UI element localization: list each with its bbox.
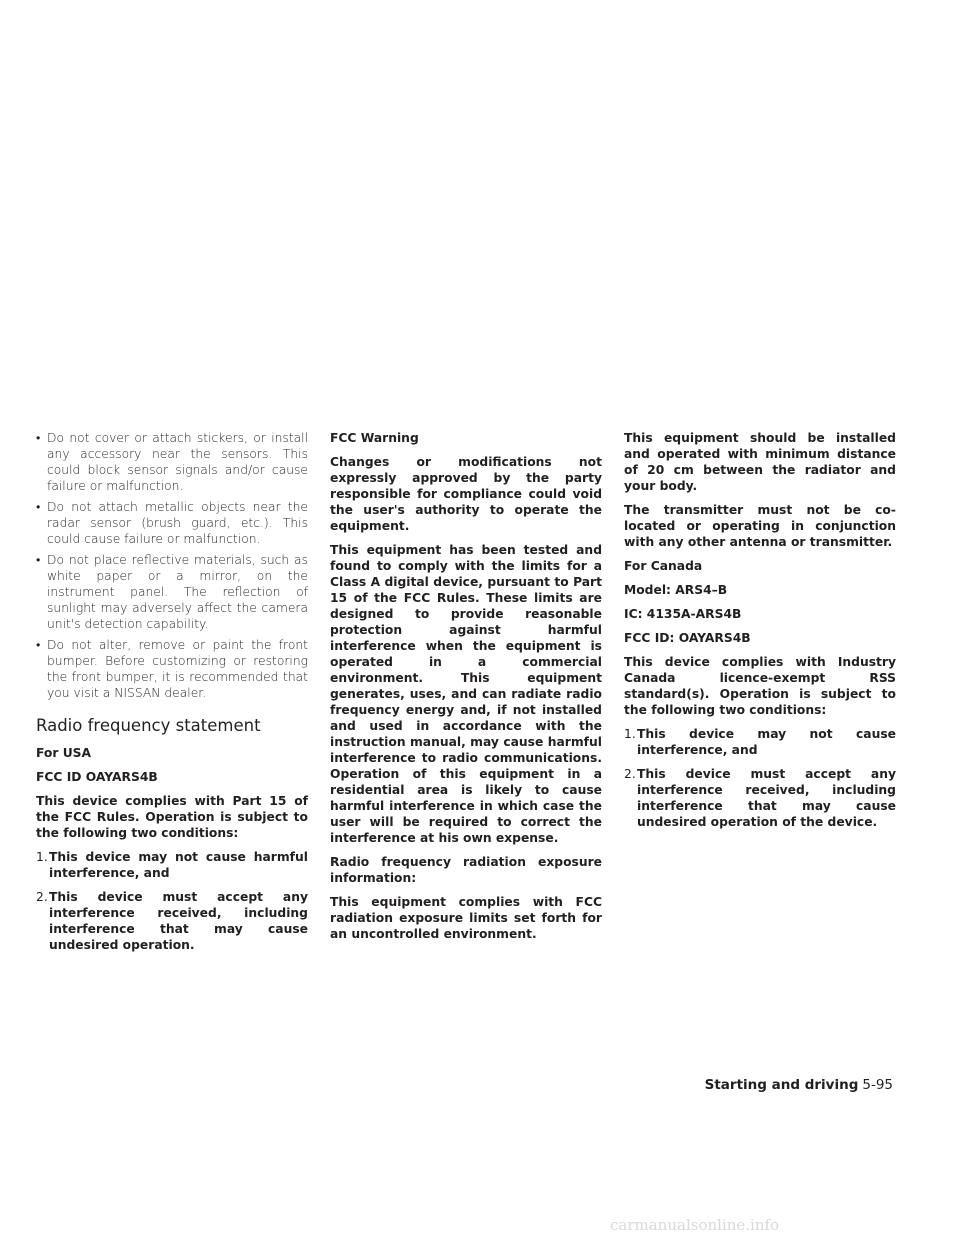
industry-canada-paragraph: This device complies with Industry Canada licence-exempt RSS standard(s). Operation is subject to the following two conditions: bbox=[624, 655, 896, 717]
changes-paragraph: Changes or modifications not expressly approved by the party responsible for compliance could void the user's authority to operate the equipment. bbox=[330, 455, 602, 533]
list-item: • Do not cover or attach stickers, or install any accessory near the sensors. This could block sensor signals and/or cause failure or malfunction. bbox=[36, 431, 308, 493]
bullet-icon: • bbox=[36, 638, 41, 652]
exposure-limits-paragraph: This equipment complies with FCC radiation exposure limits set forth for an uncontrolled environment. bbox=[330, 895, 602, 941]
bullet-icon: • bbox=[36, 500, 41, 514]
bullet-icon: • bbox=[36, 553, 41, 567]
colocation-paragraph: The transmitter must not be co-located or operating in conjunction with any other antenna or transmitter. bbox=[624, 503, 896, 549]
ic-number: IC: 4135A-ARS4B bbox=[624, 607, 742, 621]
canada-conditions-list bbox=[624, 726, 896, 830]
footer-section-title: Starting and driving bbox=[704, 1077, 859, 1093]
column-middle bbox=[330, 430, 602, 950]
model-number: Model: ARS4–B bbox=[624, 583, 728, 597]
list-item: 1. This device may not cause interference, and bbox=[624, 727, 896, 757]
for-canada-label: For Canada bbox=[624, 559, 703, 573]
installation-paragraph: This equipment should be installed and operated with minimum distance of 20 cm between the radiator and your body. bbox=[624, 431, 896, 493]
usa-conditions-list bbox=[36, 849, 308, 953]
precaution-list bbox=[36, 430, 308, 701]
section-heading: Radio frequency statement bbox=[36, 716, 261, 735]
column-right bbox=[624, 430, 896, 838]
page-number: 5-95 bbox=[862, 1077, 893, 1093]
list-item: 2. This device must accept any interference received, including interference that may cause undesired operation of the device. bbox=[624, 767, 896, 829]
bullet-icon: • bbox=[36, 431, 41, 445]
tested-paragraph: This equipment has been tested and found to comply with the limits for a Class A digital device, pursuant to Part 15 of the FCC Rules. These limits are designed to provide reasonable protection against harmful interference when the equipment is operated in a commercial environment. This equipment generates, uses, and can radiate radio frequency energy and, if not installed and used in accordance with the instruction manual, may cause harmful interference to radio communications. Operation of this equipment in a residential area is likely to cause harmful interference in which case the user will be required to correct the interference at his own expense. bbox=[330, 543, 602, 845]
list-item: 2. This device must accept any interference received, including interference that may cause undesired operation. bbox=[36, 890, 308, 952]
list-item: • Do not attach metallic objects near the radar sensor (brush guard, etc.). This could cause failure or malfunction. bbox=[36, 500, 308, 546]
column-left bbox=[36, 430, 308, 961]
list-item: • Do not place reflective materials, such as white paper or a mirror, on the instrument panel. The reflection of sunlight may adversely affect the camera unit's detection capability. bbox=[36, 553, 308, 631]
watermark: carmanualsonline.info bbox=[610, 1216, 780, 1234]
page-footer bbox=[705, 1077, 893, 1093]
fcc-id-canada: FCC ID: OAYARS4B bbox=[624, 631, 751, 645]
list-item: 1. This device may not cause harmful interference, and bbox=[36, 850, 308, 880]
for-usa-label: For USA bbox=[36, 746, 92, 760]
fcc-warning-heading: FCC Warning bbox=[330, 431, 419, 445]
rf-exposure-heading: Radio frequency radiation exposure information: bbox=[330, 855, 602, 885]
fcc-compliance-intro: This device complies with Part 15 of the FCC Rules. Operation is subject to the following two conditions: bbox=[36, 794, 308, 840]
fcc-id-usa: FCC ID OAYARS4B bbox=[36, 770, 158, 784]
list-item: • Do not alter, remove or paint the front bumper. Before customizing or restoring the front bumper, it is recommended that you visit a NISSAN dealer. bbox=[36, 638, 308, 700]
